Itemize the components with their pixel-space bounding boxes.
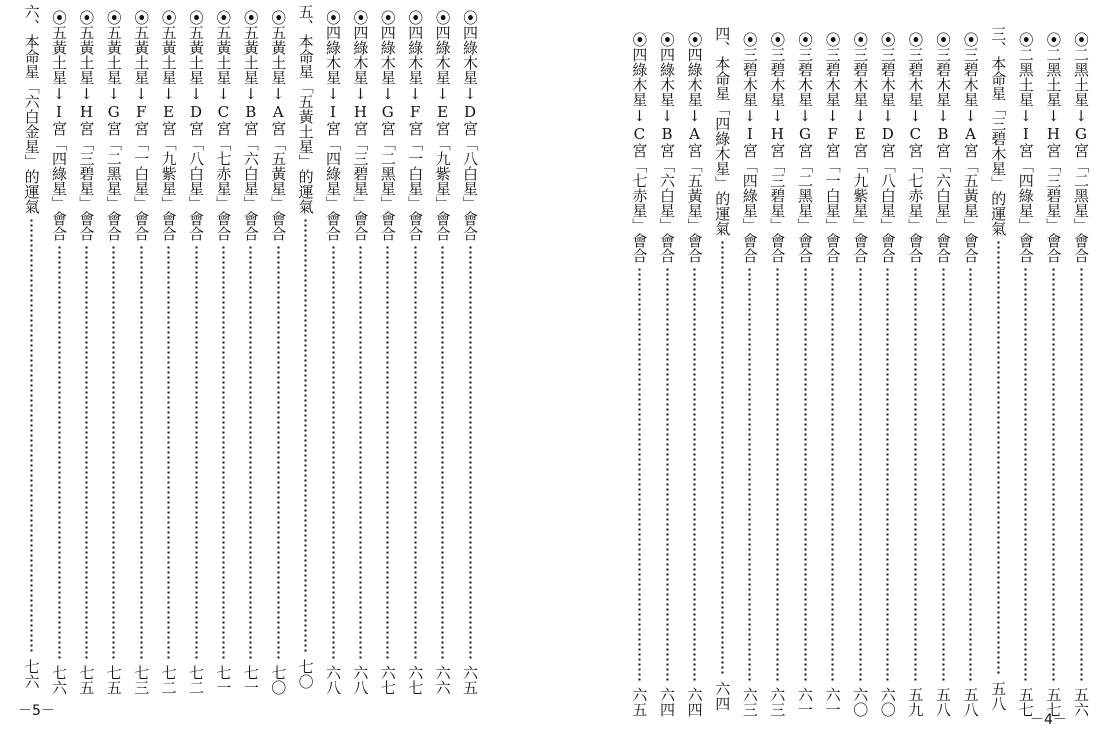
dot-leader: [277, 245, 280, 659]
dot-leader: [386, 245, 389, 659]
dot-leader: [222, 245, 225, 659]
section-heading-text: 六、本命星「六白金星」的運氣: [22, 4, 41, 214]
toc-entry-text: ⦿五黃土星↓B宮「六白星」會合: [241, 10, 260, 241]
toc-entry: [184, 10, 208, 695]
toc-entry: [848, 32, 872, 717]
toc-page-number: 六〇: [878, 687, 897, 717]
dot-leader: [831, 267, 834, 681]
toc-page-number: 六五: [461, 665, 479, 695]
toc-entry-text: ⦿四綠木星↓H宮「三碧星」會合: [351, 10, 370, 241]
toc-entry-text: ⦿三碧木星↓H宮「三碧星」會合: [768, 32, 787, 263]
dot-leader: [804, 267, 807, 681]
dot-leader: [414, 245, 417, 659]
toc-entry: [129, 10, 153, 695]
toc-entry: [1069, 32, 1093, 717]
toc-entry-text: ⦿五黃土星↓E宮「九紫星」會合: [159, 10, 178, 241]
toc-page-number: 六八: [324, 665, 342, 695]
toc-entry: [655, 32, 679, 717]
toc-entry-text: ⦿五黃土星↓I宮「四綠星」會合: [50, 10, 68, 241]
toc-page-number: 七五: [104, 665, 123, 695]
toc-page-number: 五七: [1016, 687, 1035, 717]
toc-entry-text: ⦿四綠木星↓E宮「九紫星」會合: [433, 10, 452, 241]
toc-page-number: 五九: [906, 687, 925, 717]
section-heading-text: 五、本命星「五黃土星」的運氣: [296, 4, 315, 214]
toc-entry-text: ⦿四綠木星↓F宮「一白星」會合: [406, 10, 425, 241]
toc-entry: [74, 10, 98, 695]
toc-entry: [239, 10, 263, 695]
dot-leader: [969, 267, 972, 681]
toc-page-number: 七五: [77, 665, 96, 695]
section-heading: [986, 26, 1010, 711]
dot-leader: [469, 245, 472, 659]
toc-page-number: 五八: [989, 681, 1008, 711]
toc-entry-text: ⦿四綠木星↓D宮「八白星」會合: [461, 10, 479, 241]
toc-entry-text: ⦿三碧木星↓C宮「七赤星」會合: [906, 32, 925, 263]
toc-entry-text: ⦿三碧木星↓B宮「六白星」會合: [934, 32, 952, 263]
toc-entry-text: ⦿二黑土星↓H宮「三碧星」會合: [1044, 32, 1063, 263]
toc-page-number: 五六: [1072, 687, 1090, 717]
toc-page-number: 七一: [214, 665, 233, 695]
dot-leader: [85, 245, 88, 659]
toc-page-number: 六五: [630, 687, 649, 717]
left-page-number: －5－: [18, 703, 55, 719]
toc-page-number: 七二: [159, 665, 178, 695]
dot-leader: [1024, 267, 1027, 681]
dot-leader: [693, 267, 696, 681]
dot-leader: [304, 218, 307, 653]
toc-entry: [102, 10, 126, 695]
toc-entry-text: ⦿二黑土星↓G宮「二黑星」會合: [1072, 32, 1090, 263]
toc-entry-text: ⦿三碧木星↓A宮「五黃星」會合: [961, 32, 980, 263]
toc-page-number: 六四: [713, 681, 732, 711]
dot-leader: [914, 267, 917, 681]
toc-entry-text: ⦿三碧木星↓F宮「一白星」會合: [823, 32, 842, 263]
toc-page-number: 七六: [50, 665, 68, 695]
toc-entry-text: ⦿五黃土星↓D宮「八白星」會合: [187, 10, 205, 241]
toc-page-number: 六一: [796, 687, 814, 717]
toc-entry-text: ⦿三碧木星↓E宮「九紫星」會合: [851, 32, 870, 263]
toc-entry: [765, 32, 789, 717]
toc-entry-text: ⦿五黃土星↓G宮「二黑星」會合: [104, 10, 123, 241]
toc-page-number: 六四: [658, 687, 676, 717]
dot-leader: [441, 245, 444, 659]
toc-entry: [683, 32, 707, 717]
toc-entry: [47, 10, 71, 695]
toc-page-number: 五七: [1044, 687, 1063, 717]
dot-leader: [112, 245, 115, 659]
toc-entry: [1041, 32, 1065, 717]
toc-entry-text: ⦿五黃土星↓A宮「五黃星」會合: [269, 10, 288, 241]
section-heading-text: 四、本命星「四綠木星」的運氣: [713, 26, 732, 236]
section-heading: [294, 4, 318, 689]
toc-entry-text: ⦿四綠木星↓G宮「二黑星」會合: [378, 10, 397, 241]
toc-entry-text: ⦿五黃土星↓C宮「七赤星」會合: [214, 10, 233, 241]
dot-leader: [1080, 267, 1083, 681]
section-heading-text: 三、本命星「三碧木星」的運氣: [989, 26, 1008, 236]
dot-leader: [776, 267, 779, 681]
toc-page-number: 七〇: [296, 659, 315, 689]
toc-entry: [157, 10, 181, 695]
dot-leader: [58, 245, 61, 659]
toc-page-number: 六七: [378, 665, 397, 695]
toc-entry: [348, 10, 372, 695]
toc-entry: [376, 10, 400, 695]
dot-leader: [997, 240, 1000, 675]
toc-entry: [793, 32, 817, 717]
toc-entry: [431, 10, 455, 695]
dot-leader: [1052, 267, 1055, 681]
toc-page-number: 六一: [823, 687, 842, 717]
right-page-number: －4－: [1030, 712, 1067, 728]
toc-entry-text: ⦿三碧木星↓G宮「二黑星」會合: [796, 32, 814, 263]
toc-entry-text: ⦿二黑土星↓I宮「四綠星」會合: [1016, 32, 1035, 263]
toc-entry: [821, 32, 845, 717]
toc-entry: [403, 10, 427, 695]
toc-page-number: 六四: [685, 687, 704, 717]
toc-entry-text: ⦿四綠木星↓C宮「七赤星」會合: [630, 32, 649, 263]
toc-page-number: 五八: [961, 687, 980, 717]
dot-leader: [859, 267, 862, 681]
toc-entry: [903, 32, 927, 717]
toc-entry: [931, 32, 955, 717]
dot-leader: [638, 267, 641, 681]
dot-leader: [195, 245, 198, 659]
toc-entry: [627, 32, 651, 717]
dot-leader: [748, 267, 751, 681]
dot-leader: [886, 267, 889, 681]
toc-entry: [959, 32, 983, 717]
toc-entry: [458, 10, 482, 695]
toc-entry: [876, 32, 900, 717]
toc-page-number: 七二: [187, 665, 205, 695]
toc-page-number: 七三: [132, 665, 151, 695]
toc-entry-text: ⦿五黃土星↓H宮「三碧星」會合: [77, 10, 96, 241]
toc-page-number: 六七: [406, 665, 425, 695]
toc-entry-text: ⦿四綠木星↓I宮「四綠星」會合: [324, 10, 342, 241]
toc-entry-text: ⦿五黃土星↓F宮「一白星」會合: [132, 10, 151, 241]
toc-page-number: 六〇: [851, 687, 870, 717]
dot-leader: [140, 245, 143, 659]
section-heading: [20, 4, 44, 689]
dot-leader: [721, 240, 724, 675]
toc-page-number: 六三: [768, 687, 787, 717]
dot-leader: [359, 245, 362, 659]
dot-leader: [666, 267, 669, 681]
toc-entry: [1014, 32, 1038, 717]
toc-page-number: 六三: [740, 687, 759, 717]
dot-leader: [30, 218, 33, 653]
toc-entry-text: ⦿三碧木星↓D宮「八白星」會合: [878, 32, 897, 263]
right-page: [560, 0, 1119, 729]
dot-leader: [942, 267, 945, 681]
toc-entry: [266, 10, 290, 695]
toc-entry: [211, 10, 235, 695]
toc-entry-text: ⦿四綠木星↓B宮「六白星」會合: [658, 32, 676, 263]
toc-entry: [321, 10, 345, 695]
toc-page-number: 五八: [934, 687, 952, 717]
toc-page-number: 七一: [241, 665, 260, 695]
dot-leader: [332, 245, 335, 659]
dot-leader: [249, 245, 252, 659]
toc-entry: [738, 32, 762, 717]
toc-page-number: 七〇: [269, 665, 288, 695]
toc-page-number: 六八: [351, 665, 370, 695]
toc-entry-text: ⦿三碧木星↓I宮「四綠星」會合: [740, 32, 759, 263]
toc-page-number: 六六: [433, 665, 452, 695]
dot-leader: [167, 245, 170, 659]
toc-entry-text: ⦿四綠木星↓A宮「五黃星」會合: [685, 32, 704, 263]
section-heading: [710, 26, 734, 711]
toc-page-number: 七六: [22, 659, 41, 689]
